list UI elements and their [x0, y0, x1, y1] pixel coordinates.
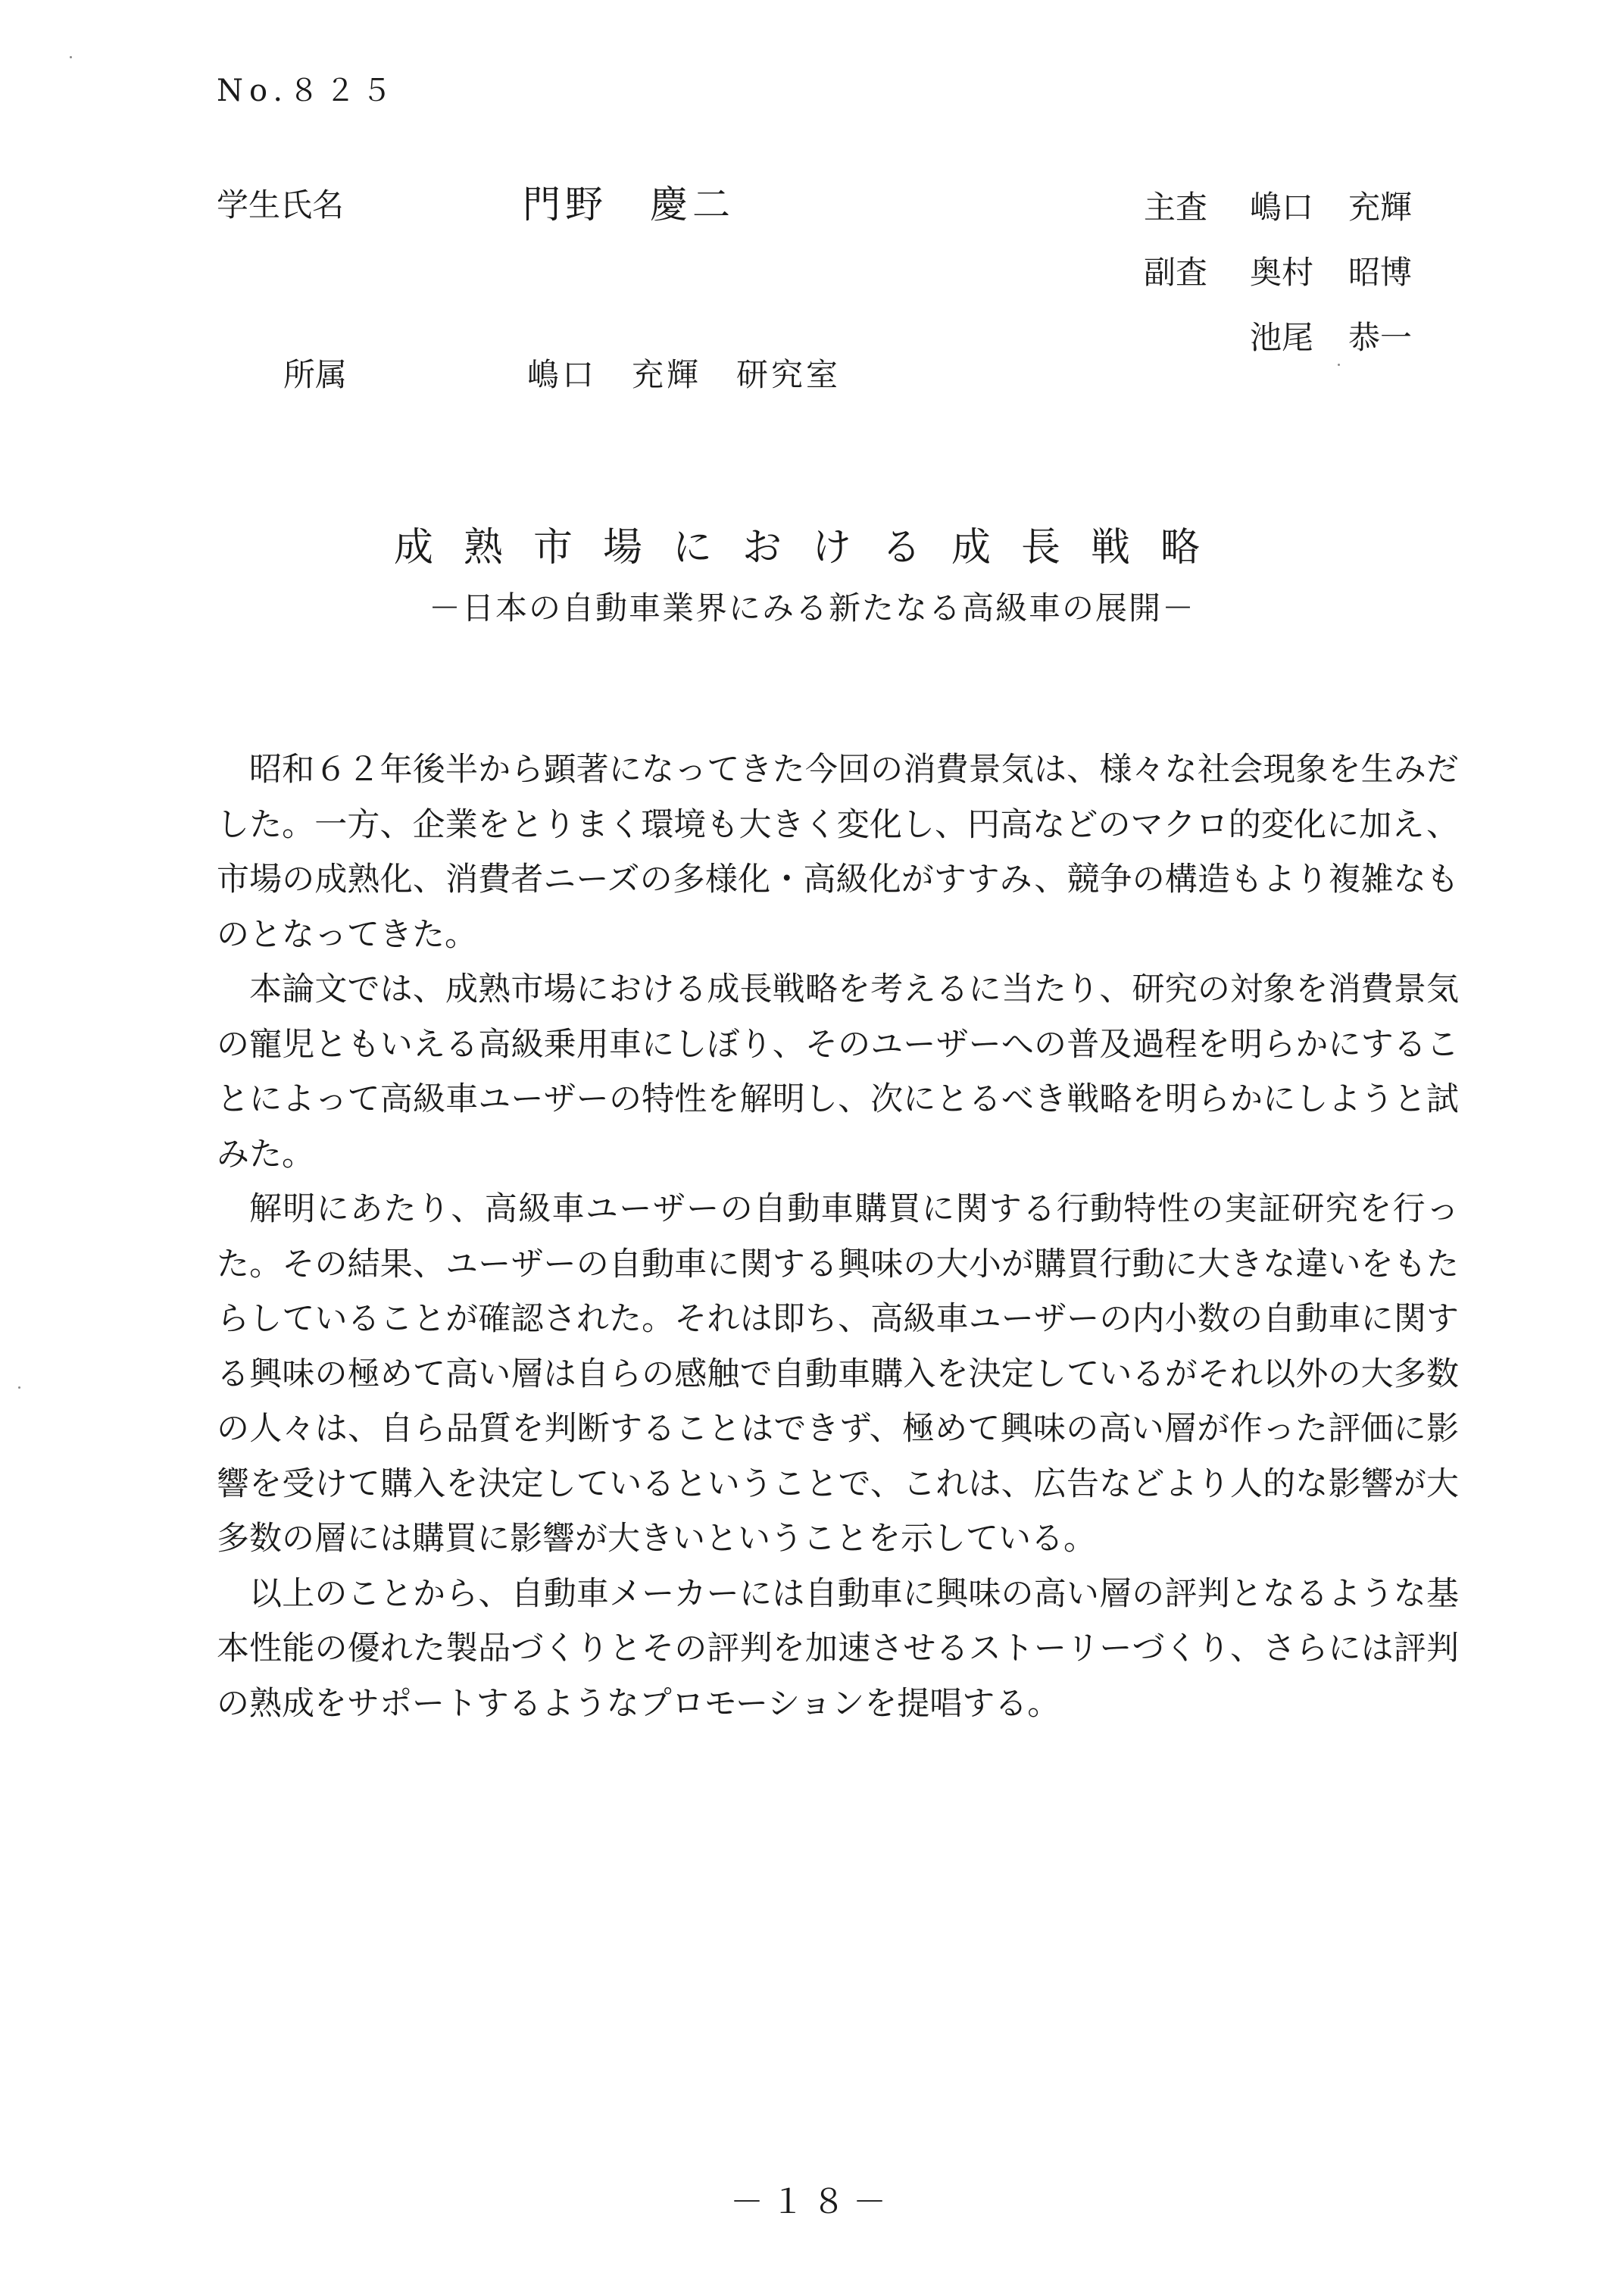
chief-examiner-first-name: 充輝 [1348, 189, 1413, 226]
chief-examiner-role: 主査 [1144, 189, 1208, 226]
examiner-list [1144, 173, 1500, 368]
document-number: No.８２５ [217, 73, 398, 108]
vice-examiner-1-first-name: 昭博 [1348, 254, 1413, 291]
paragraph: 以上のことから、自動車メーカーには自動車に興味の高い層の評判となるような基本性能の優れた製品づくりとその評判を加速させるストーリーづくり、さらには評判の熟成をサポートするようなプロモーションを提唱する。 [217, 1574, 1459, 1723]
affiliation-label: 所属 [283, 356, 348, 393]
scan-speck [18, 1386, 20, 1389]
page-number: －１８－ [730, 2183, 894, 2221]
student-name-label: 学生氏名 [217, 186, 345, 223]
vice-examiner-1-last-name: 奥村 [1250, 254, 1314, 291]
vice-examiner-2-first-name: 恭一 [1348, 319, 1413, 356]
chief-examiner-last-name: 嶋口 [1250, 189, 1314, 226]
scan-speck [70, 56, 72, 58]
vice-examiner-role: 副査 [1144, 254, 1208, 291]
vice-examiner-2-name [1250, 313, 1412, 358]
abstract-body [217, 742, 1459, 1731]
paragraph: 本論文では、成熟市場における成長戦略を考えるに当たり、研究の対象を消費景気の寵児ともいえる高級乗用車にしぼり、そのユーザーへの普及過程を明らかにすることによって高級車ユーザーの特性を解明し、次にとるべき戦略を明らかにしようと試みた。 [217, 970, 1459, 1174]
chief-examiner-name [1250, 183, 1412, 228]
paragraph: 昭和６２年後半から顕著になってきた今回の消費景気は、様々な社会現象を生みだした。一方、企業をとりまく環境も大きく変化し、円高などのマクロ的変化に加え、市場の成熟化、消費者ニーズの多様化・高級化がすすみ、競争の構造もより複雑なものとなってきた。 [217, 751, 1459, 954]
paper-title: 成熟市場における成長戦略 [393, 525, 1230, 570]
vice-examiner-row-2 [1144, 303, 1500, 368]
paper-subtitle: －日本の自動車業界にみる新たなる高級車の展開－ [428, 589, 1195, 627]
vice-examiner-1-name [1250, 248, 1412, 293]
vice-examiner-2-last-name: 池尾 [1250, 319, 1314, 356]
student-name: 門野 慶二 [523, 183, 735, 227]
affiliation-lab: 嶋口 充輝 研究室 [527, 356, 842, 393]
paragraph: 解明にあたり、高級車ユーザーの自動車購買に関する行動特性の実証研究を行った。その結果、ユーザーの自動車に関する興味の大小が購買行動に大きな違いをもたらしていることが確認された。それは即ち、高級車ユーザーの内小数の自動車に関する興味の極めて高い層は自らの感触で自動車購入を決定しているがそれ以外の大多数の人々は、自ら品質を判断することはできず、極めて興味の高い層が作った評価に影響を受けて購入を決定しているということで、これは、広告などより人的な影響が大多数の層には購買に影響が大きいということを示している。 [217, 1190, 1459, 1558]
vice-examiner-row [1144, 238, 1500, 303]
chief-examiner-row [1144, 173, 1500, 238]
